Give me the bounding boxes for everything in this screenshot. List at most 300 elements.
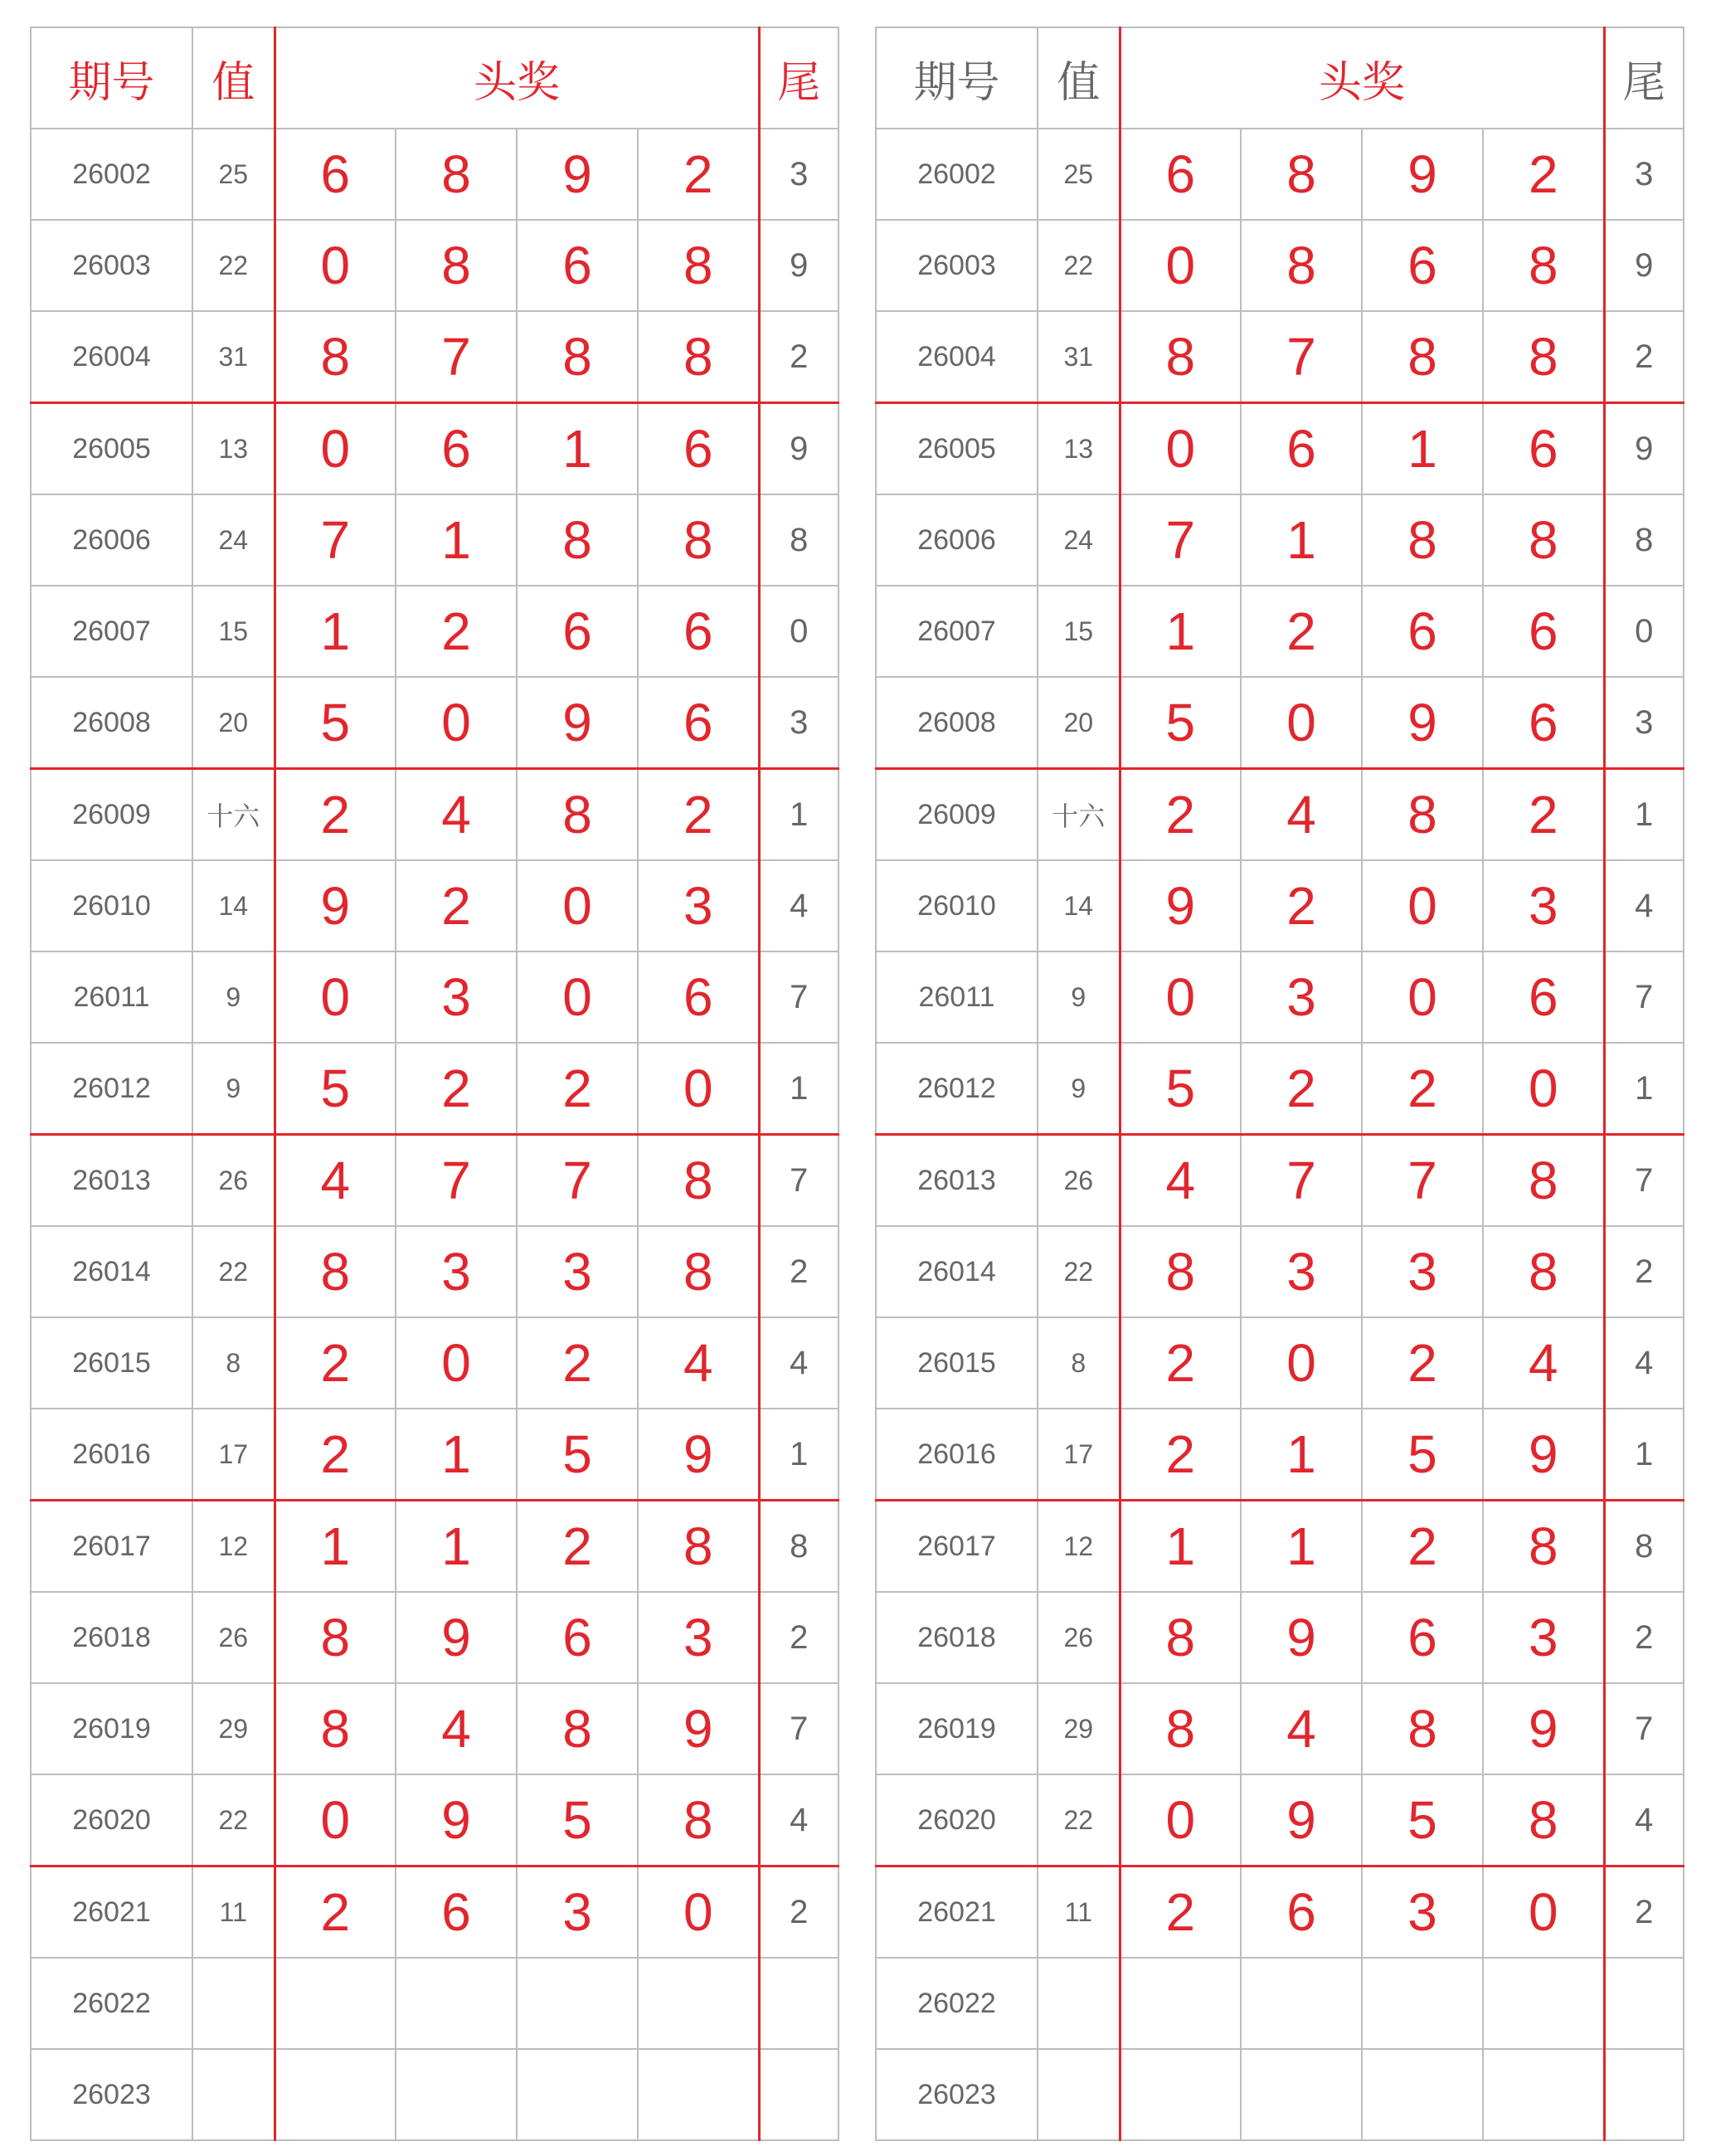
prize-digit-4: 8 [638, 494, 759, 586]
tail-cell: 2 [759, 1592, 838, 1683]
prize-digit-4: 8 [638, 1135, 759, 1227]
prize-digit-2: 7 [396, 311, 517, 403]
prize-header: 头奖 [275, 27, 759, 129]
prize-digit-1: 4 [1120, 1135, 1241, 1227]
prize-digit-3: 1 [517, 403, 638, 495]
prize-digit-1: 5 [275, 1043, 396, 1135]
table-row [876, 220, 1684, 311]
value-cell: 22 [1038, 1774, 1120, 1866]
value-cell: 11 [1038, 1866, 1120, 1959]
prize-digit-2: 0 [396, 1317, 517, 1409]
table-row [31, 220, 838, 311]
value-header: 值 [192, 27, 275, 129]
issue-cell: 26003 [31, 220, 192, 311]
table-row [876, 403, 1684, 495]
prize-digit-2: 7 [1241, 1135, 1362, 1227]
prize-digit-1: 6 [275, 129, 396, 220]
prize-digit-3: 3 [517, 1866, 638, 1959]
prize-digit-1: 0 [275, 220, 396, 311]
prize-digit-1: 5 [275, 677, 396, 769]
prize-digit-4: 6 [638, 403, 759, 495]
table-row [876, 951, 1684, 1043]
issue-cell: 26012 [876, 1043, 1038, 1135]
tail-header: 尾 [759, 27, 838, 129]
tail-cell: 7 [759, 951, 838, 1043]
tail-cell: 1 [1604, 1409, 1684, 1501]
prize-digit-4 [638, 2049, 759, 2140]
issue-cell: 26022 [31, 1958, 192, 2049]
table-row [876, 586, 1684, 677]
prize-digit-3: 6 [517, 586, 638, 677]
value-cell: 26 [192, 1135, 275, 1227]
value-cell: 12 [192, 1501, 275, 1593]
table-row [876, 1409, 1684, 1501]
tail-cell [1604, 1958, 1684, 2049]
tail-header: 尾 [1604, 27, 1684, 129]
value-cell: 13 [192, 403, 275, 495]
value-cell: 12 [1038, 1501, 1120, 1593]
prize-digit-3: 2 [517, 1317, 638, 1409]
prize-digit-3: 2 [1362, 1501, 1483, 1593]
tail-cell: 4 [759, 860, 838, 951]
prize-digit-3: 2 [1362, 1043, 1483, 1135]
prize-digit-1: 0 [1120, 220, 1241, 311]
issue-cell: 26011 [876, 951, 1038, 1043]
tail-cell: 0 [1604, 586, 1684, 677]
issue-cell: 26010 [31, 860, 192, 951]
prize-digit-2: 1 [396, 1409, 517, 1501]
tail-cell: 2 [759, 311, 838, 403]
prize-digit-2: 1 [1241, 494, 1362, 586]
tail-cell: 7 [759, 1135, 838, 1227]
prize-digit-4: 4 [1483, 1317, 1604, 1409]
value-cell: 26 [1038, 1592, 1120, 1683]
prize-digit-1: 8 [275, 1226, 396, 1317]
tail-cell: 1 [759, 1043, 838, 1135]
table-row [31, 1043, 838, 1135]
tail-cell: 7 [1604, 1135, 1684, 1227]
prize-digit-1: 7 [1120, 494, 1241, 586]
prize-digit-4: 8 [1483, 494, 1604, 586]
value-cell: 13 [1038, 403, 1120, 495]
tail-cell: 1 [1604, 1043, 1684, 1135]
tail-cell: 2 [759, 1866, 838, 1959]
tail-cell: 2 [1604, 1592, 1684, 1683]
prize-digit-1: 8 [275, 1683, 396, 1774]
issue-cell: 26023 [31, 2049, 192, 2140]
prize-digit-2 [396, 1958, 517, 2049]
tail-cell: 4 [1604, 1774, 1684, 1866]
value-cell: 29 [192, 1683, 275, 1774]
value-cell: 26 [192, 1592, 275, 1683]
table-row [876, 129, 1684, 220]
prize-digit-3 [517, 2049, 638, 2140]
tail-cell: 0 [759, 586, 838, 677]
tail-cell [759, 1958, 838, 2049]
value-cell: 9 [1038, 1043, 1120, 1135]
prize-digit-3: 3 [1362, 1866, 1483, 1959]
prize-digit-1: 9 [275, 860, 396, 951]
table-row [876, 1683, 1684, 1774]
prize-digit-4: 8 [1483, 220, 1604, 311]
table-row [31, 586, 838, 677]
value-cell: 十六 [1038, 769, 1120, 861]
issue-cell: 26019 [31, 1683, 192, 1774]
tail-cell: 2 [759, 1226, 838, 1317]
value-header: 值 [1038, 27, 1120, 129]
prize-digit-2: 3 [396, 1226, 517, 1317]
prize-digit-2: 0 [1241, 1317, 1362, 1409]
prize-digit-4: 6 [1483, 403, 1604, 495]
prize-digit-2: 4 [1241, 1683, 1362, 1774]
prize-digit-4 [1483, 2049, 1604, 2140]
tail-cell [759, 2049, 838, 2140]
tail-cell: 8 [759, 494, 838, 586]
prize-digit-1: 2 [1120, 1866, 1241, 1959]
prize-digit-1: 0 [275, 951, 396, 1043]
tail-cell: 2 [1604, 311, 1684, 403]
table-row [876, 2049, 1684, 2140]
prize-digit-1: 8 [1120, 1592, 1241, 1683]
prize-digit-4: 6 [1483, 586, 1604, 677]
value-cell: 29 [1038, 1683, 1120, 1774]
table-row [876, 1592, 1684, 1683]
prize-digit-4: 2 [1483, 129, 1604, 220]
table-row [876, 1135, 1684, 1227]
issue-cell: 26018 [31, 1592, 192, 1683]
prize-digit-2: 2 [1241, 860, 1362, 951]
prize-digit-3: 5 [517, 1409, 638, 1501]
prize-digit-3: 6 [1362, 586, 1483, 677]
issue-cell: 26019 [876, 1683, 1038, 1774]
table-row [31, 311, 838, 403]
prize-digit-3: 2 [517, 1043, 638, 1135]
tail-cell: 3 [759, 677, 838, 769]
table-row [876, 1774, 1684, 1866]
draw-results-table [30, 27, 839, 2141]
prize-digit-4: 8 [638, 1501, 759, 1593]
table-row [876, 1317, 1684, 1409]
prize-digit-3: 5 [517, 1774, 638, 1866]
prize-digit-4: 0 [1483, 1043, 1604, 1135]
prize-digit-4: 8 [1483, 311, 1604, 403]
prize-digit-3: 9 [517, 129, 638, 220]
prize-digit-4: 8 [1483, 1501, 1604, 1593]
issue-cell: 26007 [876, 586, 1038, 677]
table-row [876, 769, 1684, 861]
prize-digit-3: 0 [517, 951, 638, 1043]
value-cell: 24 [1038, 494, 1120, 586]
prize-digit-3 [517, 1958, 638, 2049]
prize-digit-1 [1120, 2049, 1241, 2140]
prize-digit-2: 6 [1241, 403, 1362, 495]
table-row [31, 1683, 838, 1774]
prize-digit-1: 1 [275, 586, 396, 677]
value-cell: 14 [192, 860, 275, 951]
prize-digit-4 [638, 1958, 759, 2049]
issue-cell: 26015 [876, 1317, 1038, 1409]
issue-cell: 26018 [876, 1592, 1038, 1683]
table-row [876, 1866, 1684, 1959]
issue-header: 期号 [31, 27, 192, 129]
prize-digit-3: 3 [1362, 1226, 1483, 1317]
prize-digit-3: 5 [1362, 1774, 1483, 1866]
table-row [31, 1774, 838, 1866]
value-cell: 15 [192, 586, 275, 677]
prize-digit-4: 6 [1483, 951, 1604, 1043]
table-row [876, 860, 1684, 951]
table-row [31, 860, 838, 951]
prize-digit-3 [1362, 2049, 1483, 2140]
tail-cell: 9 [1604, 403, 1684, 495]
prize-digit-3 [1362, 1958, 1483, 2049]
tail-cell: 3 [1604, 129, 1684, 220]
prize-digit-3: 8 [1362, 769, 1483, 861]
prize-digit-4: 8 [638, 311, 759, 403]
issue-cell: 26021 [876, 1866, 1038, 1959]
prize-digit-4: 2 [638, 769, 759, 861]
prize-digit-1: 2 [1120, 1317, 1241, 1409]
prize-digit-2: 1 [396, 494, 517, 586]
prize-digit-4: 3 [1483, 1592, 1604, 1683]
prize-digit-4: 8 [1483, 1226, 1604, 1317]
prize-digit-3: 5 [1362, 1409, 1483, 1501]
tail-cell: 4 [1604, 860, 1684, 951]
prize-digit-1: 0 [1120, 403, 1241, 495]
prize-digit-1: 8 [1120, 1226, 1241, 1317]
value-cell: 31 [1038, 311, 1120, 403]
prize-digit-1: 2 [1120, 1409, 1241, 1501]
prize-digit-1: 9 [1120, 860, 1241, 951]
issue-cell: 26002 [31, 129, 192, 220]
issue-cell: 26011 [31, 951, 192, 1043]
issue-cell: 26017 [31, 1501, 192, 1593]
prize-digit-1: 8 [275, 311, 396, 403]
table-row [31, 1226, 838, 1317]
prize-digit-3: 7 [1362, 1135, 1483, 1227]
prize-digit-1: 2 [275, 1317, 396, 1409]
prize-digit-2: 0 [1241, 677, 1362, 769]
value-cell: 8 [1038, 1317, 1120, 1409]
prize-digit-3: 6 [1362, 1592, 1483, 1683]
prize-digit-4: 3 [1483, 860, 1604, 951]
prize-digit-1: 8 [275, 1592, 396, 1683]
table-row [876, 1958, 1684, 2049]
table-row [876, 311, 1684, 403]
value-cell [192, 1958, 275, 2049]
lottery-table-right [875, 27, 1684, 2141]
prize-digit-1: 2 [1120, 769, 1241, 861]
prize-digit-1: 0 [1120, 1774, 1241, 1866]
prize-digit-3: 8 [517, 1683, 638, 1774]
prize-digit-4: 2 [1483, 769, 1604, 861]
prize-digit-3: 0 [517, 860, 638, 951]
issue-cell: 26005 [31, 403, 192, 495]
value-cell: 11 [192, 1866, 275, 1959]
prize-digit-1: 5 [1120, 677, 1241, 769]
value-cell: 8 [192, 1317, 275, 1409]
value-cell: 26 [1038, 1135, 1120, 1227]
table-row [31, 769, 838, 861]
value-cell: 24 [192, 494, 275, 586]
prize-digit-4: 9 [1483, 1409, 1604, 1501]
prize-digit-1: 2 [275, 1866, 396, 1959]
prize-digit-2: 7 [1241, 311, 1362, 403]
table-row [31, 1317, 838, 1409]
prize-digit-2 [1241, 2049, 1362, 2140]
prize-digit-1: 1 [1120, 1501, 1241, 1593]
prize-digit-4: 0 [1483, 1866, 1604, 1959]
prize-digit-3: 1 [1362, 403, 1483, 495]
draw-results-table [875, 27, 1684, 2141]
issue-cell: 26014 [876, 1226, 1038, 1317]
issue-cell: 26004 [876, 311, 1038, 403]
issue-cell: 26013 [876, 1135, 1038, 1227]
table-row [31, 129, 838, 220]
prize-digit-3: 0 [1362, 860, 1483, 951]
prize-digit-4: 6 [638, 586, 759, 677]
prize-digit-1: 6 [1120, 129, 1241, 220]
tail-cell: 2 [1604, 1866, 1684, 1959]
prize-digit-2: 2 [1241, 586, 1362, 677]
prize-digit-2: 6 [1241, 1866, 1362, 1959]
issue-cell: 26003 [876, 220, 1038, 311]
prize-digit-2: 8 [396, 129, 517, 220]
prize-digit-3: 3 [517, 1226, 638, 1317]
prize-digit-2: 3 [396, 951, 517, 1043]
issue-cell: 26020 [31, 1774, 192, 1866]
prize-digit-3: 9 [517, 677, 638, 769]
prize-header: 头奖 [1120, 27, 1604, 129]
prize-digit-4: 3 [638, 860, 759, 951]
value-cell: 9 [192, 1043, 275, 1135]
value-cell: 十六 [192, 769, 275, 861]
tail-cell: 4 [759, 1317, 838, 1409]
table-row [876, 1226, 1684, 1317]
prize-digit-4: 9 [1483, 1683, 1604, 1774]
prize-digit-1: 7 [275, 494, 396, 586]
prize-digit-4: 4 [638, 1317, 759, 1409]
prize-digit-3: 6 [517, 220, 638, 311]
prize-digit-4: 8 [638, 1226, 759, 1317]
issue-cell: 26009 [31, 769, 192, 861]
prize-digit-4: 8 [638, 1774, 759, 1866]
prize-digit-2: 2 [396, 586, 517, 677]
header-row [31, 27, 838, 129]
value-cell: 20 [192, 677, 275, 769]
prize-digit-2: 4 [1241, 769, 1362, 861]
prize-digit-1 [275, 2049, 396, 2140]
tail-cell: 9 [1604, 220, 1684, 311]
value-cell [192, 2049, 275, 2140]
prize-digit-1: 8 [1120, 1683, 1241, 1774]
issue-cell: 26016 [31, 1409, 192, 1501]
value-cell: 14 [1038, 860, 1120, 951]
issue-cell: 26010 [876, 860, 1038, 951]
table-row [31, 403, 838, 495]
tail-cell: 7 [759, 1683, 838, 1774]
prize-digit-1: 0 [275, 403, 396, 495]
issue-cell: 26021 [31, 1866, 192, 1959]
prize-digit-2: 8 [1241, 129, 1362, 220]
tail-cell: 9 [759, 220, 838, 311]
prize-digit-2: 7 [396, 1135, 517, 1227]
tail-cell: 8 [1604, 494, 1684, 586]
issue-header: 期号 [876, 27, 1038, 129]
tail-cell: 2 [1604, 1226, 1684, 1317]
prize-digit-2: 4 [396, 769, 517, 861]
value-cell: 31 [192, 311, 275, 403]
prize-digit-2: 2 [396, 860, 517, 951]
issue-cell: 26006 [876, 494, 1038, 586]
prize-digit-4: 3 [638, 1592, 759, 1683]
issue-cell: 26007 [31, 586, 192, 677]
table-row [31, 1866, 838, 1959]
prize-digit-4: 2 [638, 129, 759, 220]
value-cell: 22 [192, 1226, 275, 1317]
value-cell: 22 [1038, 1226, 1120, 1317]
prize-digit-2: 9 [396, 1592, 517, 1683]
value-cell: 25 [192, 129, 275, 220]
value-cell: 25 [1038, 129, 1120, 220]
issue-cell: 26016 [876, 1409, 1038, 1501]
tail-cell: 1 [1604, 769, 1684, 861]
prize-digit-4: 0 [638, 1866, 759, 1959]
issue-cell: 26014 [31, 1226, 192, 1317]
value-cell: 22 [192, 1774, 275, 1866]
value-cell: 17 [192, 1409, 275, 1501]
prize-digit-3: 2 [517, 1501, 638, 1593]
value-cell: 22 [1038, 220, 1120, 311]
issue-cell: 26002 [876, 129, 1038, 220]
value-cell: 9 [192, 951, 275, 1043]
prize-digit-2: 2 [396, 1043, 517, 1135]
issue-cell: 26022 [876, 1958, 1038, 2049]
prize-digit-2: 1 [396, 1501, 517, 1593]
issue-cell: 26013 [31, 1135, 192, 1227]
table-row [876, 677, 1684, 769]
prize-digit-1: 4 [275, 1135, 396, 1227]
tail-cell: 3 [759, 129, 838, 220]
prize-digit-4: 9 [638, 1409, 759, 1501]
prize-digit-4: 0 [638, 1043, 759, 1135]
issue-cell: 26005 [876, 403, 1038, 495]
prize-digit-1 [275, 1958, 396, 2049]
prize-digit-3: 0 [1362, 951, 1483, 1043]
prize-digit-2: 6 [396, 403, 517, 495]
issue-cell: 26015 [31, 1317, 192, 1409]
prize-digit-4: 6 [1483, 677, 1604, 769]
prize-digit-3: 2 [1362, 1317, 1483, 1409]
prize-digit-4: 9 [638, 1683, 759, 1774]
prize-digit-2 [1241, 1958, 1362, 2049]
prize-digit-3: 9 [1362, 129, 1483, 220]
tail-cell: 4 [759, 1774, 838, 1866]
prize-digit-2: 9 [1241, 1774, 1362, 1866]
prize-digit-2: 4 [396, 1683, 517, 1774]
prize-digit-3: 7 [517, 1135, 638, 1227]
table-row [876, 1043, 1684, 1135]
issue-cell: 26020 [876, 1774, 1038, 1866]
prize-digit-3: 8 [517, 494, 638, 586]
table-row [31, 1958, 838, 2049]
table-row [31, 1592, 838, 1683]
tail-cell: 8 [759, 1501, 838, 1593]
issue-cell: 26009 [876, 769, 1038, 861]
issue-cell: 26023 [876, 2049, 1038, 2140]
issue-cell: 26008 [876, 677, 1038, 769]
prize-digit-2: 9 [1241, 1592, 1362, 1683]
